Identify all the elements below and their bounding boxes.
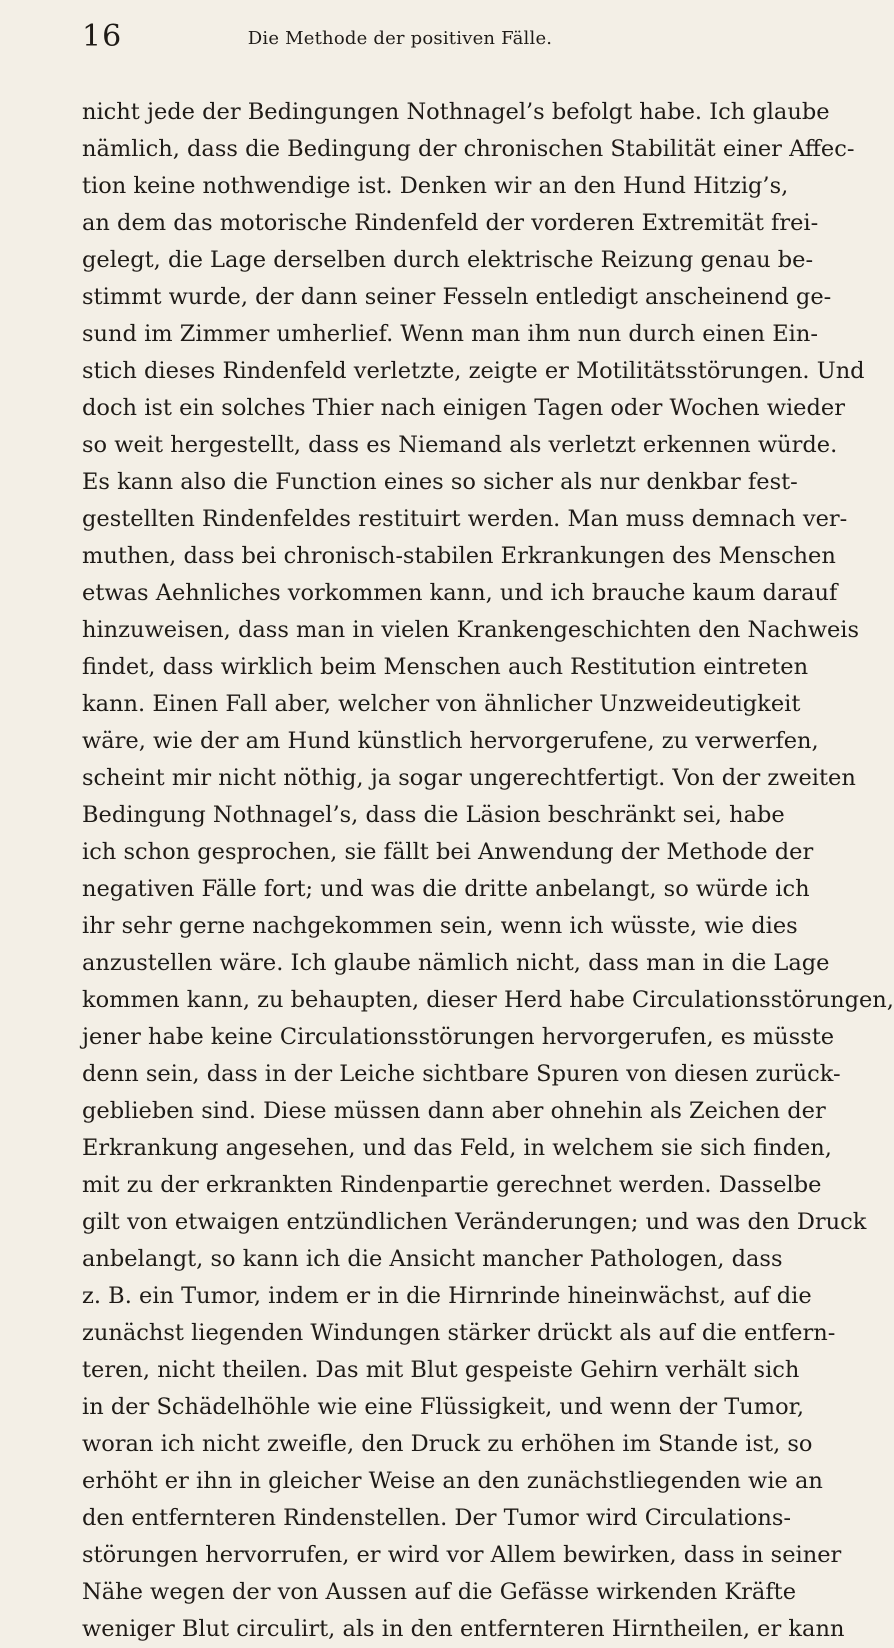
text-line: stimmt wurde, der dann seiner Fesseln entledigt anscheinend ge-: [82, 284, 832, 310]
text-line: Es kann also die Function eines so sicher als nur denkbar fest-: [82, 469, 798, 495]
body-text: [82, 94, 894, 1648]
text-line: nämlich, dass die Bedingung der chronischen Stabilität einer Affec-: [82, 136, 855, 162]
text-line: teren, nicht theilen. Das mit Blut gespeiste Gehirn verhält sich: [82, 1357, 800, 1383]
text-line: etwas Aehnliches vorkommen kann, und ich brauche kaum darauf: [82, 580, 838, 606]
text-line: ich schon gesprochen, sie fällt bei Anwendung der Methode der: [82, 839, 814, 865]
text-line: scheint mir nicht nöthig, ja sogar ungerechtfertigt. Von der zweiten: [82, 765, 856, 791]
text-line: Nähe wegen der von Aussen auf die Gefässe wirkenden Kräfte: [82, 1579, 797, 1605]
text-line: zunächst liegenden Windungen stärker drückt als auf die entfern-: [82, 1320, 836, 1346]
text-line: woran ich nicht zweifle, den Druck zu erhöhen im Stande ist, so: [82, 1431, 813, 1457]
running-head: [82, 20, 718, 66]
text-line: anbelangt, so kann ich die Ansicht mancher Pathologen, dass: [82, 1246, 783, 1272]
text-line: geblieben sind. Diese müssen dann aber ohnehin als Zeichen der: [82, 1098, 826, 1124]
text-line: in der Schädelhöhle wie eine Flüssigkeit, und wenn der Tumor,: [82, 1394, 805, 1420]
text-line: Bedingung Nothnagel’s, dass die Läsion beschränkt sei, habe: [82, 802, 785, 828]
text-line: doch ist ein solches Thier nach einigen Tagen oder Wochen wieder: [82, 395, 845, 421]
text-line: störungen hervorrufen, er wird vor Allem bewirken, dass in seiner: [82, 1542, 842, 1568]
text-line: kann. Einen Fall aber, welcher von ähnlicher Unzweideutigkeit: [82, 691, 801, 717]
text-line: mit zu der erkrankten Rindenpartie gerechnet werden. Dasselbe: [82, 1172, 822, 1198]
text-line: so weit hergestellt, dass es Niemand als verletzt erkennen würde.: [82, 432, 838, 458]
text-line: denn sein, dass in der Leiche sichtbare Spuren von diesen zurück-: [82, 1061, 841, 1087]
text-line: an dem das motorische Rindenfeld der vorderen Extremität frei-: [82, 210, 819, 236]
text-line: kommen kann, zu behaupten, dieser Herd habe Circulationsstörungen,: [82, 987, 894, 1013]
text-line: hinzuweisen, dass man in vielen Krankengeschichten den Nachweis: [82, 617, 860, 643]
text-line: z. B. ein Tumor, indem er in die Hirnrinde hineinwächst, auf die: [82, 1283, 812, 1309]
text-line: negativen Fälle fort; und was die dritte anbelangt, so würde ich: [82, 876, 810, 902]
text-line: findet, dass wirklich beim Menschen auch Restitution eintreten: [82, 654, 809, 680]
text-line: gilt von etwaigen entzündlichen Veränderungen; und was den Druck: [82, 1209, 867, 1235]
text-line: gestellten Rindenfeldes restituirt werden. Man muss demnach ver-: [82, 506, 848, 532]
text-line: weniger Blut circulirt, als in den entfernteren Hirntheilen, er kann: [82, 1616, 845, 1642]
text-line: ihr sehr gerne nachgekommen sein, wenn ich wüsste, wie dies: [82, 913, 798, 939]
text-line: jener habe keine Circulationsstörungen hervorgerufen, es müsste: [82, 1024, 835, 1050]
text-line: stich dieses Rindenfeld verletzte, zeigte er Motilitätsstörungen. Und: [82, 358, 865, 384]
text-line: anzustellen wäre. Ich glaube nämlich nicht, dass man in die Lage: [82, 950, 830, 976]
text-line: erhöht er ihn in gleicher Weise an den zunächstliegenden wie an: [82, 1468, 823, 1494]
page-number: 16: [82, 19, 123, 54]
text-line: tion keine nothwendige ist. Denken wir an den Hund Hitzig’s,: [82, 173, 789, 199]
text-line: den entfernteren Rindenstellen. Der Tumor wird Circulations-: [82, 1505, 792, 1531]
text-line: nicht jede der Bedingungen Nothnagel’s befolgt habe. Ich glaube: [82, 99, 830, 125]
text-line: Erkrankung angesehen, und das Feld, in welchem sie sich finden,: [82, 1135, 832, 1161]
text-line: sund im Zimmer umherlief. Wenn man ihm nun durch einen Ein-: [82, 321, 818, 347]
text-line: gelegt, die Lage derselben durch elektrische Reizung genau be-: [82, 247, 814, 273]
running-title: Die Methode der positiven Fälle.: [247, 28, 553, 49]
text-line: muthen, dass bei chronisch-stabilen Erkrankungen des Menschen: [82, 543, 836, 569]
text-line: wäre, wie der am Hund künstlich hervorgerufene, zu verwerfen,: [82, 728, 819, 754]
